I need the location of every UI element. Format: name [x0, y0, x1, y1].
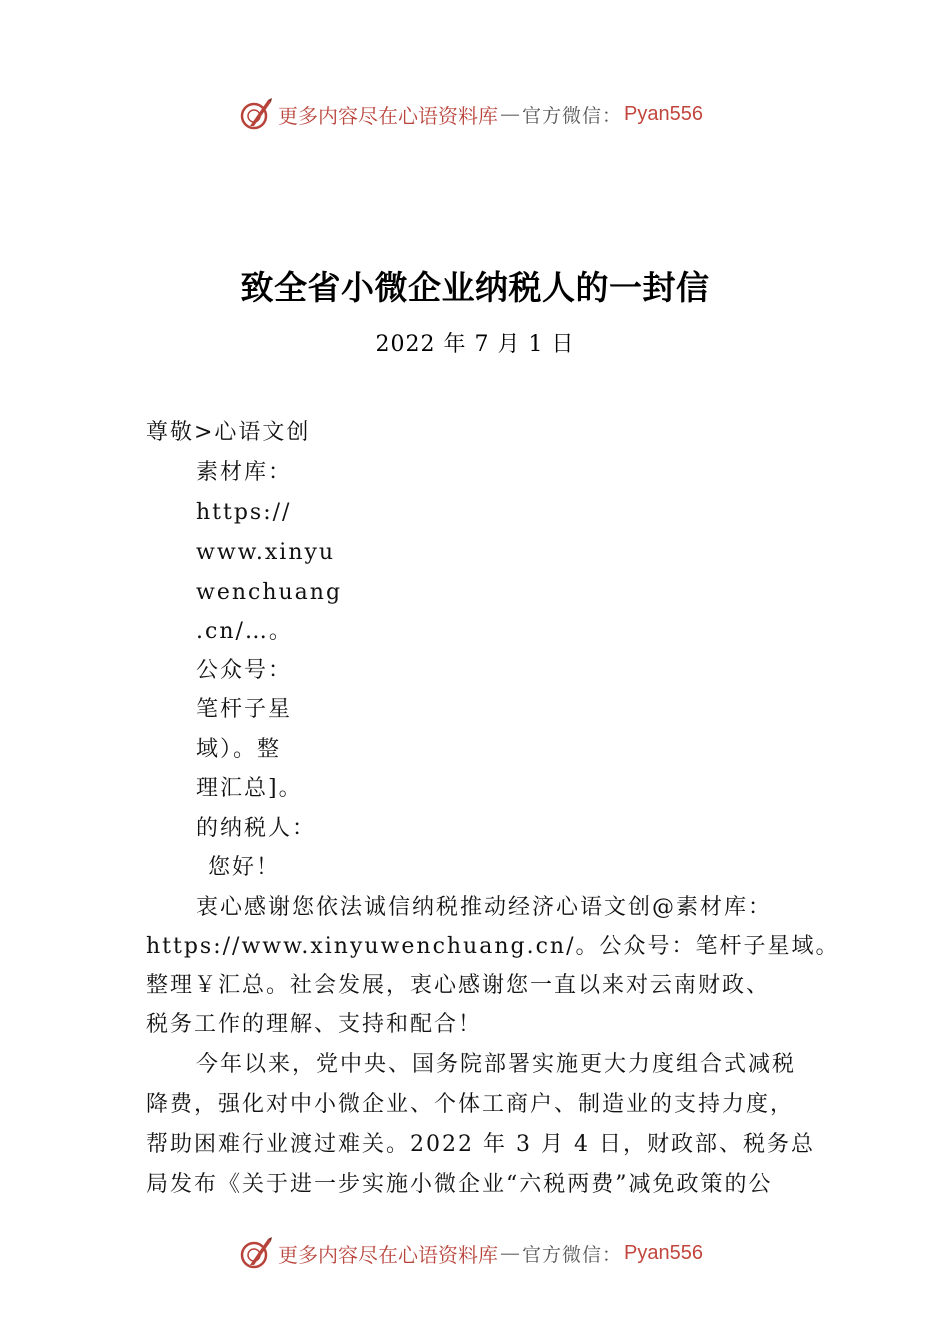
body-line: 笔杆子星	[196, 697, 293, 722]
body-line: 域）。整	[196, 737, 282, 762]
quill-logo-icon	[238, 96, 274, 132]
paragraph-line: 今年以来，党中央、国务院部署实施更大力度组合式减税	[196, 1052, 797, 1077]
header-banner	[238, 94, 703, 134]
banner-dash: —	[500, 102, 520, 126]
body-line: wenchuang	[196, 580, 343, 605]
body-line: 理汇总]。	[196, 776, 303, 801]
letter-date: 2022 年 7 月 1 日	[375, 332, 575, 357]
footer-banner	[238, 1233, 703, 1273]
paragraph-line: 衷心感谢您依法诚信纳税推动经济心语文创@素材库：	[196, 895, 773, 920]
banner-brand: 更多内容尽在心语资料库	[278, 103, 498, 128]
body-line: https://	[196, 500, 292, 525]
paragraph-line: 降费，强化对中小微企业、个体工商户、制造业的支持力度，	[146, 1092, 795, 1117]
banner-wechat-id: Pyan556	[624, 1241, 703, 1264]
banner-wechat-label: 官方微信：	[522, 1243, 623, 1266]
body-line: www.xinyu	[196, 540, 336, 565]
paragraph-line: 局发布《关于进一步实施小微企业“六税两费”减免政策的公	[146, 1172, 773, 1197]
body-line: 公众号：	[196, 658, 293, 683]
body-line: .cn/…。	[196, 619, 293, 644]
salutation-line: 尊敬>心语文创	[146, 420, 311, 445]
letter-title: 致全省小微企业纳税人的一封信	[240, 268, 710, 307]
banner-wechat-id: Pyan556	[624, 102, 703, 125]
banner-brand: 更多内容尽在心语资料库	[278, 1242, 498, 1267]
body-line: 素材库：	[196, 460, 293, 485]
banner-dash: —	[500, 1241, 520, 1265]
quill-logo-icon	[238, 1235, 274, 1271]
paragraph-line: 帮助困难行业渡过难关。2022 年 3 月 4 日，财政部、税务总	[146, 1132, 815, 1157]
paragraph-line: 整理￥汇总。社会发展，衷心感谢您一直以来对云南财政、	[146, 973, 771, 998]
body-line: 的纳税人：	[196, 816, 317, 841]
greeting-line: 您好！	[208, 855, 281, 880]
paragraph-line: https://www.xinyuwenchuang.cn/。公众号：笔杆子星域。	[146, 934, 840, 959]
paragraph-line: 税务工作的理解、支持和配合！	[146, 1012, 483, 1037]
banner-wechat-label: 官方微信：	[522, 104, 623, 127]
